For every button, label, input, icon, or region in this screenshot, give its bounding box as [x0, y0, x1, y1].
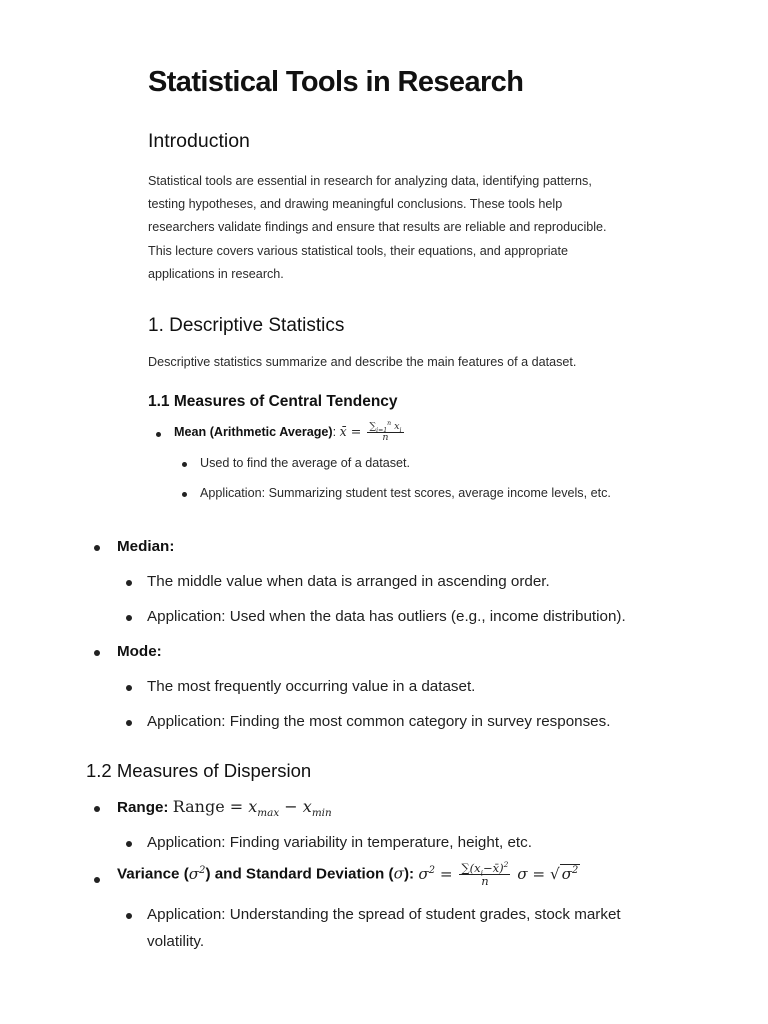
mean-detail-bullet	[182, 462, 187, 467]
mean-item: Mean (Arithmetic Average): x̄ = $\frac{\sum_{i=1}^n x_i}{n}$	[174, 422, 406, 443]
mode-detail-bullet	[126, 685, 132, 691]
page-title: Statistical Tools in Research	[148, 66, 524, 98]
mean-formula: x̄ = $\frac{\sum_{i=1}^n x_i}{n}$	[339, 419, 402, 443]
median-label: Median:	[117, 538, 175, 555]
range-detail: Application: Finding variability in temperature, height, etc.	[147, 834, 532, 851]
descriptive-statistics-heading: 1. Descriptive Statistics	[148, 315, 345, 336]
mean-bullet	[156, 432, 161, 437]
mode-detail-bullet	[126, 720, 132, 726]
median-detail-bullet	[126, 615, 132, 621]
mean-label: Mean (Arithmetic Average)	[174, 424, 333, 439]
introduction-heading: Introduction	[148, 130, 250, 152]
std-dev-label: ) and Standard Deviation (	[205, 865, 394, 883]
variance-label: Variance (	[117, 865, 189, 883]
mean-detail-bullet	[182, 492, 187, 497]
range-label: Range	[117, 799, 164, 816]
range-item: Range: Range = $x_{max} - x_{min}$	[117, 797, 332, 820]
range-detail-bullet	[126, 841, 132, 847]
mode-detail: Application: Finding the most common category in survey responses.	[147, 713, 611, 730]
variance-detail-continued: volatility.	[147, 933, 205, 950]
variance-detail: Application: Understanding the spread of student grades, stock market	[147, 906, 621, 923]
median-detail: Application: Used when the data has outliers (e.g., income distribution).	[147, 608, 626, 625]
mode-label: Mode:	[117, 643, 162, 660]
dispersion-heading: 1.2 Measures of Dispersion	[86, 760, 312, 781]
mean-detail: Used to find the average of a dataset.	[200, 456, 411, 470]
variance-label-end: ):	[404, 865, 415, 883]
variance-bullet	[94, 877, 100, 883]
central-tendency-heading: 1.1 Measures of Central Tendency	[148, 393, 398, 410]
variance-formula: $\sigma^2$ = $\frac{\sum(x_i-x̄)^2}{n}$ σ = √ $\sigma^2$	[418, 860, 579, 889]
descriptive-statistics-paragraph: Descriptive statistics summarize and describe the main features of a dataset.	[148, 355, 577, 369]
mean-detail: Application: Summarizing student test scores, average income levels, etc.	[200, 486, 611, 500]
median-detail-bullet	[126, 580, 132, 586]
introduction-paragraph: Statistical tools are essential in research for analyzing data, identifying patterns, testing hypotheses, and drawing meaningful conclusions. These tools help researchers validate findings and ensure that results are reliable and reproducible. This lecture covers various statistical tools, their equations, and appropriate applications in research.	[148, 174, 607, 281]
variance-item: Variance $(\sigma^2)$ and Standard Deviation (σ): $\sigma^2$ = $\frac{\sum(x_i-x̄)^2}{n}$ σ = √ $\sigma^2$	[117, 860, 579, 889]
range-formula: Range = $x_{max} - x_{min}$	[172, 797, 332, 820]
median-bullet	[94, 545, 100, 551]
mode-detail: The most frequently occurring value in a dataset.	[147, 678, 476, 695]
median-detail: The middle value when data is arranged in ascending order.	[147, 573, 550, 590]
mode-bullet	[94, 650, 100, 656]
variance-detail-bullet	[126, 913, 132, 919]
range-bullet	[94, 806, 100, 812]
